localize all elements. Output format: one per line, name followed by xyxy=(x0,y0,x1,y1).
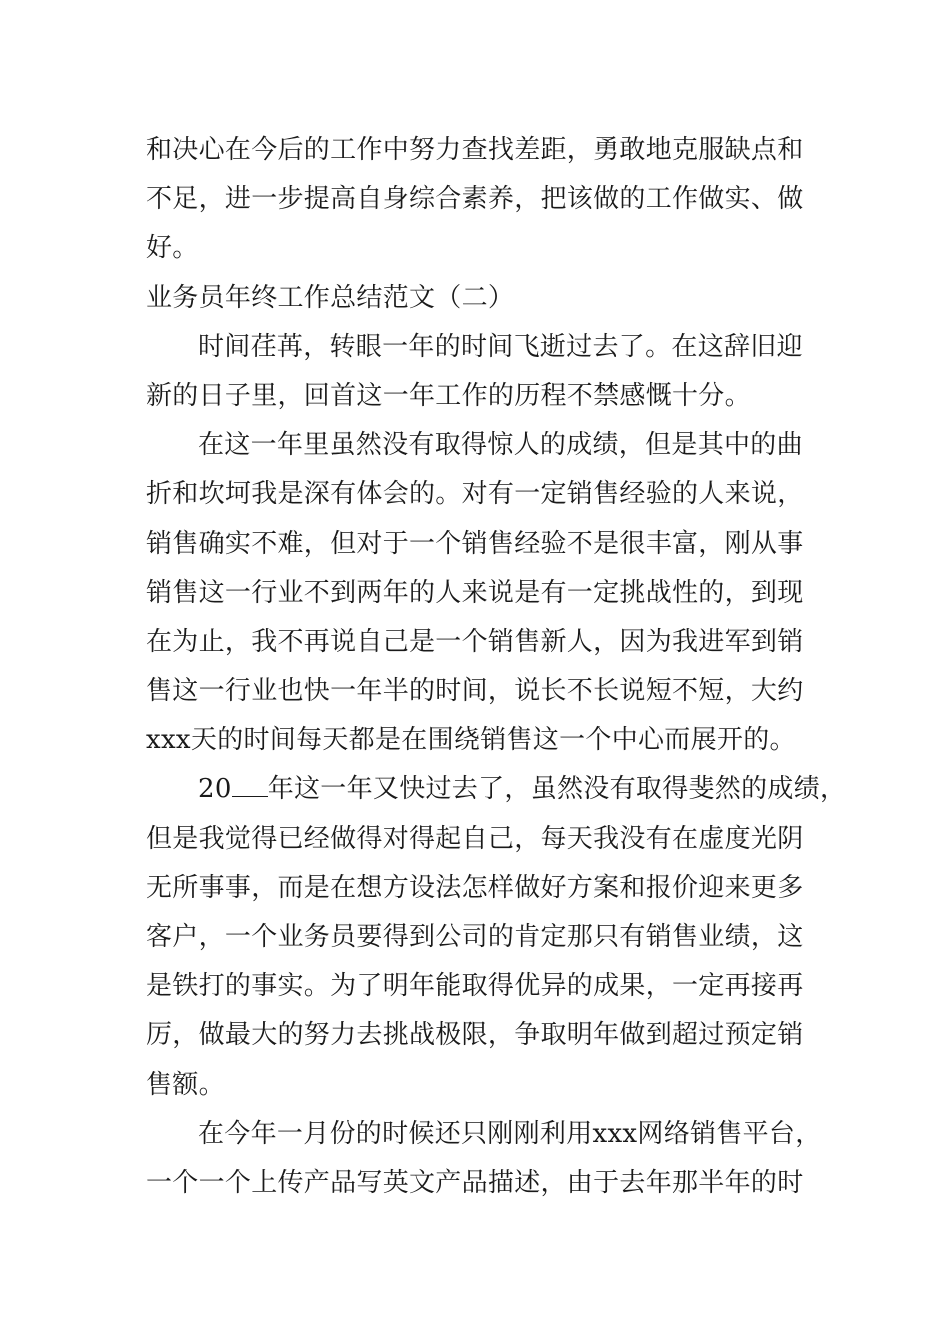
paragraph-line: 售额。 xyxy=(146,1069,225,1100)
paragraph-line: 无所事事，而是在想方设法怎样做好方案和报价迎来更多 xyxy=(146,872,804,903)
document-body xyxy=(146,126,847,1208)
paragraph-line: 在为止，我不再说自己是一个销售新人，因为我进军到销 xyxy=(146,626,804,657)
paragraph-line: 销售这一行业不到两年的人来说是有一定挑战性的，到现 xyxy=(146,577,804,608)
paragraph-line: 在这一年里虽然没有取得惊人的成绩，但是其中的曲 xyxy=(198,430,803,461)
paragraph-line: xxx天的时间每天都是在围绕销售这一个中心而展开的。 xyxy=(146,725,796,756)
paragraph-line: 不足，进一步提高自身综合素养，把该做的工作做实、做 xyxy=(146,184,804,215)
paragraph-line: 好。 xyxy=(146,233,199,264)
section-heading: 业务员年终工作总结范文（二） xyxy=(146,282,515,313)
paragraph-line: 但是我觉得已经做得对得起自己，每天我没有在虚度光阴 xyxy=(146,823,804,854)
year-suffix-text: 年这一年又快过去了，虽然没有取得斐然的成绩， xyxy=(267,774,847,805)
fill-in-blank xyxy=(232,774,268,797)
paragraph-line: 时间荏苒，转眼一年的时间飞逝过去了。在这辞旧迎 xyxy=(198,331,803,362)
paragraph-line: 是铁打的事实。为了明年能取得优异的成果，一定再接再 xyxy=(146,971,804,1002)
paragraph-line: 在今年一月份的时候还只刚刚利用xxx网络销售平台， xyxy=(198,1118,822,1149)
paragraph-line: 和决心在今后的工作中努力查找差距，勇敢地克服缺点和 xyxy=(146,135,804,165)
paragraph-line xyxy=(146,765,847,814)
paragraph-line: 客户，一个业务员要得到公司的肯定那只有销售业绩，这 xyxy=(146,922,804,952)
year-prefix: 20 xyxy=(198,774,232,805)
paragraph-line: 折和坎坷我是深有体会的。对有一定销售经验的人来说， xyxy=(146,479,804,510)
paragraph-line: 新的日子里，回首这一年工作的历程不禁感慨十分。 xyxy=(146,380,751,411)
paragraph-line: 销售确实不难，但对于一个销售经验不是很丰富，刚从事 xyxy=(146,528,804,559)
paragraph-line: 一个一个上传产品写英文产品描述，由于去年那半年的时 xyxy=(146,1167,804,1198)
paragraph-line: 厉，做最大的努力去挑战极限，争取明年做到超过预定销 xyxy=(146,1020,804,1051)
paragraph-line: 售这一行业也快一年半的时间，说长不长说短不短，大约 xyxy=(146,676,804,707)
